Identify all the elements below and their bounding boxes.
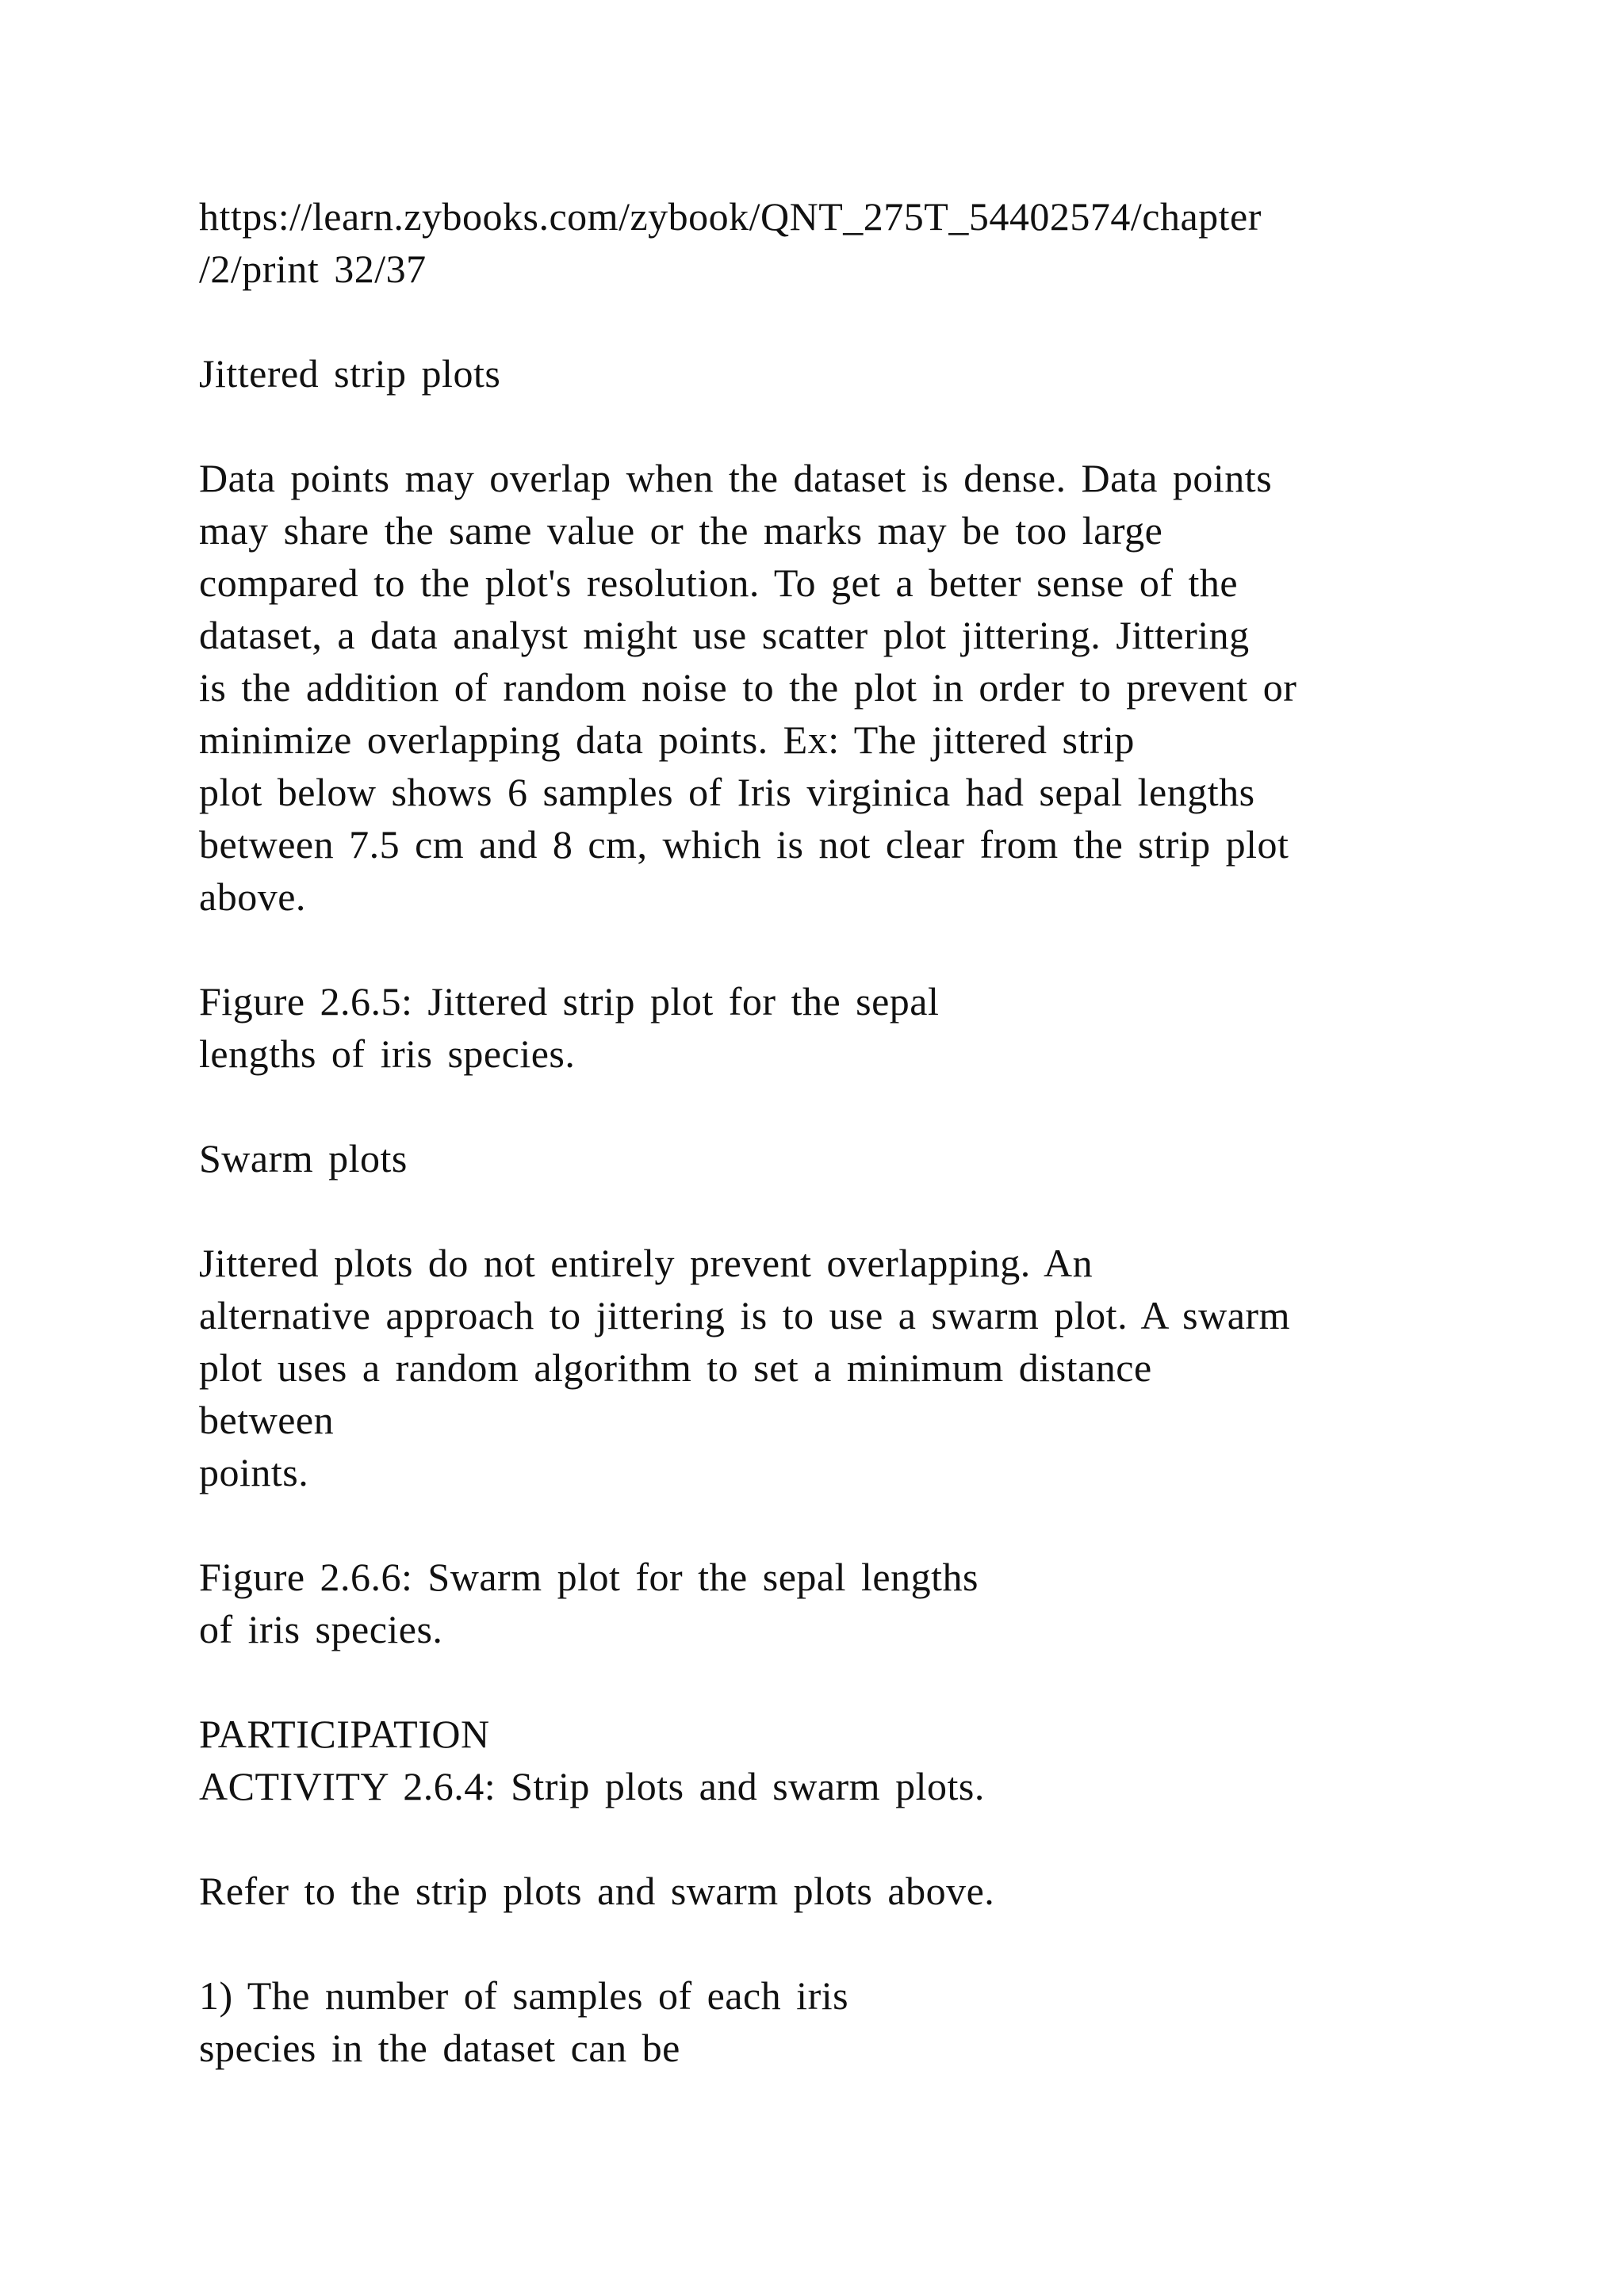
paragraph-line: Data points may overlap when the dataset is dense. Data points xyxy=(199,456,1273,500)
paragraph-line: may share the same value or the marks may be too large xyxy=(199,508,1163,553)
spacer xyxy=(199,1812,1515,1865)
swarm-paragraph xyxy=(199,1237,1515,1498)
activity-label-line-2: ACTIVITY 2.6.4: Strip plots and swarm plots. xyxy=(199,1764,985,1808)
figure-caption-2-6-6-line-2: of iris species. xyxy=(199,1607,443,1651)
source-url-line-2: /2/print 32/37 xyxy=(199,247,427,291)
paragraph-line: is the addition of random noise to the plot in order to prevent or xyxy=(199,665,1297,710)
paragraph-line: alternative approach to jittering is to use a swarm plot. A swarm xyxy=(199,1293,1290,1337)
paragraph-line: plot below shows 6 samples of Iris virginica had sepal lengths xyxy=(199,770,1255,814)
paragraph-line: between 7.5 cm and 8 cm, which is not clear from the strip plot xyxy=(199,822,1289,867)
spacer xyxy=(199,400,1515,452)
spacer xyxy=(199,1080,1515,1132)
paragraph-line: Jittered plots do not entirely prevent overlapping. An xyxy=(199,1241,1094,1285)
spacer xyxy=(199,1917,1515,1969)
spacer xyxy=(199,295,1515,347)
paragraph-line: minimize overlapping data points. Ex: The jittered strip xyxy=(199,718,1135,762)
paragraph-line: plot uses a random algorithm to set a minimum distance xyxy=(199,1345,1152,1390)
paragraph-line: compared to the plot's resolution. To get a better sense of the xyxy=(199,561,1239,605)
figure-caption-2-6-6-line-1: Figure 2.6.6: Swarm plot for the sepal lengths xyxy=(199,1555,979,1599)
activity-instruction: Refer to the strip plots and swarm plots above. xyxy=(199,1869,995,1913)
paragraph-line: above. xyxy=(199,874,306,919)
spacer xyxy=(199,1184,1515,1237)
question-1-line-1: 1) The number of samples of each iris xyxy=(199,1973,849,2018)
figure-caption-2-6-5-line-1: Figure 2.6.5: Jittered strip plot for the sepal xyxy=(199,979,940,1024)
spacer xyxy=(199,923,1515,975)
jittered-paragraph xyxy=(199,452,1515,923)
swarm-heading: Swarm plots xyxy=(199,1136,408,1181)
jittered-heading: Jittered strip plots xyxy=(199,351,501,396)
paragraph-line: between xyxy=(199,1398,335,1442)
source-url-line-1: https://learn.zybooks.com/zybook/QNT_275T_54402574/chapter xyxy=(199,194,1262,239)
spacer xyxy=(199,1498,1515,1551)
paragraph-line: points. xyxy=(199,1450,309,1494)
question-1-line-2: species in the dataset can be xyxy=(199,2026,680,2070)
figure-caption-2-6-5-line-2: lengths of iris species. xyxy=(199,1031,576,1076)
activity-label-line-1: PARTICIPATION xyxy=(199,1712,490,1756)
spacer xyxy=(199,1655,1515,1708)
document-page xyxy=(199,190,1515,2074)
paragraph-line: dataset, a data analyst might use scatter plot jittering. Jittering xyxy=(199,613,1250,657)
